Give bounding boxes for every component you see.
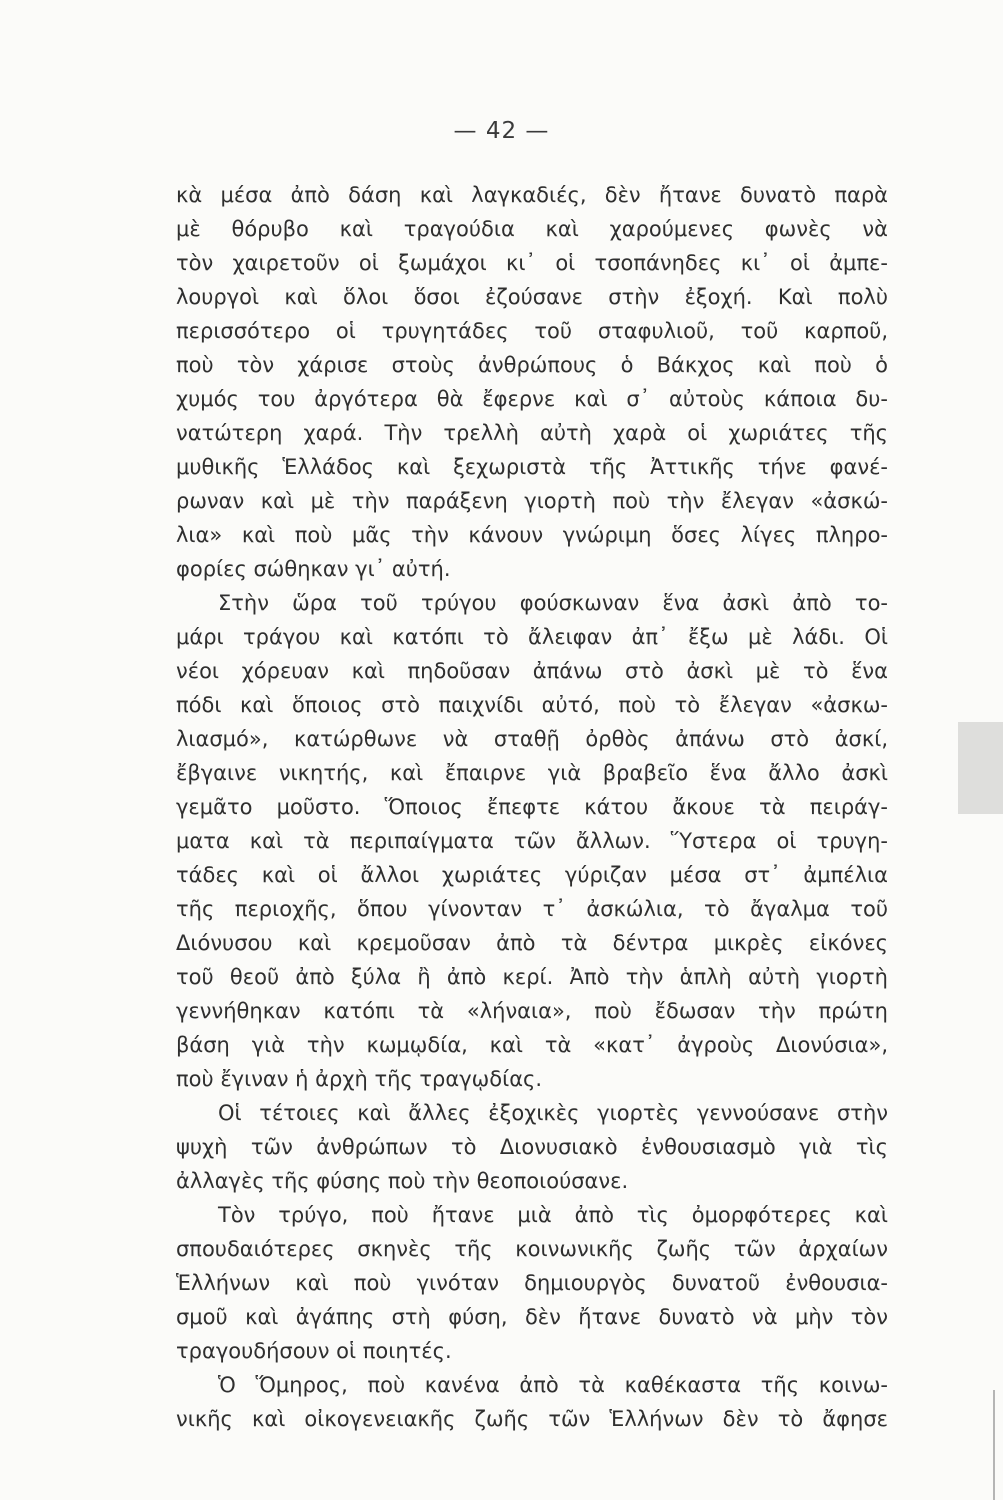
text-line: τὸν χαιρετοῦν οἱ ξωμάχοι κι᾿ οἱ τσοπάνηδες κι᾿ οἱ ἀμπε- [176,251,888,275]
text-line: ποὺ τὸν χάρισε στοὺς ἀνθρώπους ὁ Βάκχος καὶ ποὺ ὁ [176,353,888,377]
text-line: τῆς περιοχῆς, ὅπου γίνονταν τ᾿ ἀσκώλια, τὸ ἄγαλμα τοῦ [176,897,888,921]
text-line: μυθικῆς Ἑλλάδος καὶ ξεχωριστὰ τῆς Ἀττικῆς τήνε φανέ- [176,455,888,479]
text-line: μὲ θόρυβο καὶ τραγούδια καὶ χαρούμενες φωνὲς νὰ [176,217,888,241]
text-line: πόδι καὶ ὅποιος στὸ παιχνίδι αὐτό, ποὺ τὸ ἔλεγαν «ἀσκω- [176,693,888,717]
text-line: ποὺ ἔγιναν ἡ ἀρχὴ τῆς τραγῳδίας. [176,1067,543,1091]
text-line: κὰ μέσα ἀπὸ δάση καὶ λαγκαδιές, δὲν ἤτανε δυνατὸ παρὰ [176,183,888,207]
text-line: νικῆς καὶ οἰκογενειακῆς ζωῆς τῶν Ἑλλήνων δὲν τὸ ἄφησε [176,1407,888,1431]
text-line: ρωναν καὶ μὲ τὴν παράξενη γιορτὴ ποὺ τὴν ἔλεγαν «ἀσκώ- [176,489,888,513]
page-number: — 42 — [453,118,550,144]
text-line: λουργοὶ καὶ ὅλοι ὅσοι ἐζούσανε στὴν ἐξοχή. Καὶ πολὺ [176,285,888,309]
text-line: ματα καὶ τὰ περιπαίγματα τῶν ἄλλων. Ὕστερα οἱ τρυγη- [176,829,888,853]
text-line: χυμός του ἀργότερα θὰ ἔφερνε καὶ σ᾿ αὐτοὺς κάποια δυ- [176,387,888,411]
text-line: φορίες σώθηκαν γι᾿ αὐτή. [176,557,451,581]
text-line: ἀλλαγὲς τῆς φύσης ποὺ τὴν θεοποιούσανε. [176,1169,629,1193]
text-line: λιασμό», κατώρθωνε νὰ σταθῇ ὀρθὸς ἀπάνω στὸ ἀσκί, [176,727,888,751]
text-line: ψυχὴ τῶν ἀνθρώπων τὸ Διονυσιακὸ ἐνθουσιασμὸ γιὰ τὶς [176,1135,888,1159]
text-line: γεμᾶτο μοῦστο. Ὅποιος ἔπεφτε κάτου ἄκουε τὰ πειράγ- [176,795,888,819]
text-line: νέοι χόρευαν καὶ πηδοῦσαν ἀπάνω στὸ ἀσκὶ μὲ τὸ ἕνα [176,659,888,683]
text-line: Στὴν ὥρα τοῦ τρύγου φούσκωναν ἕνα ἀσκὶ ἀπὸ το- [218,591,888,615]
scan-edge-line [993,1390,995,1500]
text-line: τραγουδήσουν οἱ ποιητές. [176,1339,452,1363]
text-line: σπουδαιότερες σκηνὲς τῆς κοινωνικῆς ζωῆς τῶν ἀρχαίων [176,1237,888,1261]
text-line: λια» καὶ ποὺ μᾶς τὴν κάνουν γνώριμη ὅσες λίγες πληρο- [176,523,888,547]
text-line: Ἑλλήνων καὶ ποὺ γινόταν δημιουργὸς δυνατοῦ ἐνθουσια- [176,1271,888,1295]
text-line: Ὁ Ὅμηρος, ποὺ κανένα ἀπὸ τὰ καθέκαστα τῆς κοινω- [218,1373,888,1397]
text-line: τοῦ θεοῦ ἀπὸ ξύλα ἢ ἀπὸ κερί. Ἀπὸ τὴν ἁπλὴ αὐτὴ γιορτὴ [176,965,888,989]
text-line: Διόνυσου καὶ κρεμοῦσαν ἀπὸ τὰ δέντρα μικρὲς εἰκόνες [176,931,888,955]
text-line: γεννήθηκαν κατόπι τὰ «λήναια», ποὺ ἔδωσαν τὴν πρώτη [176,999,888,1023]
text-line: νατώτερη χαρά. Τὴν τρελλὴ αὐτὴ χαρὰ οἱ χωριάτες τῆς [176,421,888,445]
text-line: τάδες καὶ οἱ ἄλλοι χωριάτες γύριζαν μέσα στ᾿ ἀμπέλια [176,863,888,887]
text-line: βάση γιὰ τὴν κωμῳδία, καὶ τὰ «κατ᾿ ἀγροὺς Διονύσια», [176,1033,888,1057]
text-line: σμοῦ καὶ ἀγάπης στὴ φύση, δὲν ἤτανε δυνατὸ νὰ μὴν τὸν [176,1305,888,1329]
text-line: ἔβγαινε νικητής, καὶ ἔπαιρνε γιὰ βραβεῖο ἕνα ἄλλο ἀσκὶ [176,761,888,785]
scan-shadow [958,722,1003,814]
text-line: Οἱ τέτοιες καὶ ἄλλες ἐξοχικὲς γιορτὲς γεννούσανε στὴν [218,1101,888,1125]
text-line: περισσότερο οἱ τρυγητάδες τοῦ σταφυλιοῦ, τοῦ καρποῦ, [176,319,888,343]
text-line: μάρι τράγου καὶ κατόπι τὸ ἄλειφαν ἀπ᾿ ἔξω μὲ λάδι. Οἱ [176,625,888,649]
text-line: Τὸν τρύγο, ποὺ ἤτανε μιὰ ἀπὸ τὶς ὀμορφότερες καὶ [218,1203,888,1227]
